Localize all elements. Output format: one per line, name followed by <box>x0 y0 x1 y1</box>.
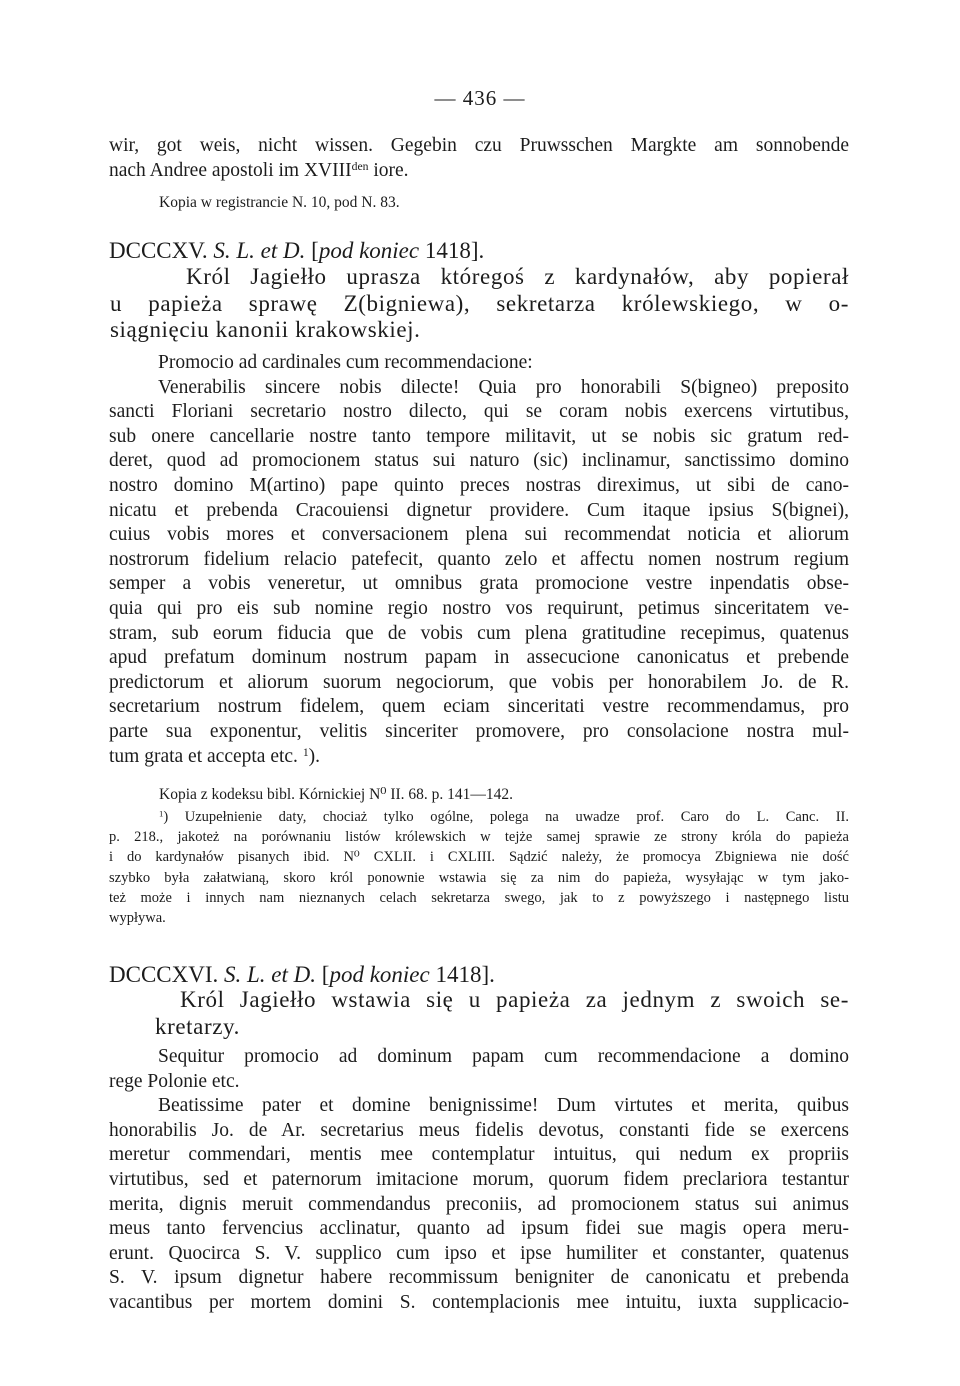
text-line: Beatissime pater et domine benignissime! Dum virtutes et merita, quibus <box>158 1095 849 1117</box>
text-line: apud prefatum dominum nostrum papam in assecucione canonicatus et prebende <box>109 647 849 669</box>
text-line: semper a vobis veneretur, ut omnibus grata promocione vestre inpendatis obse- <box>109 573 849 595</box>
text-line: parte sua exponentur, velitis sinceriter promovere, pro consolacione nostra mul- <box>109 720 849 742</box>
document-signature: S. L. et D. <box>224 962 317 987</box>
text-line: honorabilis Jo. de Ar. secretarius meus fidelis devotus, constanti fide se exercens <box>109 1119 849 1141</box>
text-line: nostro domino M(artino) pape quinto preces nostras direximus, ut sibi de cano- <box>109 474 849 496</box>
text-line: meus tanto fervencius acclinatur, quanto ad ipsum fidei sue magis opera meru- <box>109 1218 849 1240</box>
text-line: meretur commendari, mentis mee contemplatur intuitus, qui nedum ex propriis <box>109 1144 849 1166</box>
text-line: secretarium nostrum fidelem, quem eciam sinceritati vestre recommendamus, pro <box>109 696 849 718</box>
text-line: tum grata et accepta etc. $^1$). <box>109 745 321 767</box>
page-number: — 436 — <box>434 86 526 110</box>
summary-816 <box>155 987 849 1040</box>
summary-line: Król Jagiełło wstawia się u papieża za jednym z swoich se- <box>180 987 849 1012</box>
summary-line: u papieża sprawę Z(bigniewa), sekretarza królewskiego, w o- <box>110 290 849 316</box>
text-line: vacantibus per mortem domini S. contemplacionis mee intuitu, iuxta supplicacio- <box>109 1291 849 1313</box>
text-line: deret, quod ad promocionem status sui naturo (sic) inclinamur, sanctissimo domino <box>109 450 849 472</box>
footnote-line: p. 218., jakoteż na porównaniu listów królewskich w tejże samej sprawie ze strony króla do papieża <box>109 829 849 846</box>
text-line: nostrorum fidelium relacio patefecit, quanto zelo et affectu nomen nostrum regium <box>109 548 849 570</box>
text-line: stram, sub eorum fiducia que de vobis cum plena gratitudine recepimus, quatenus <box>109 622 849 644</box>
document-heading-816: DCCCXVI. S. L. et D. [pod koniec 1418]. <box>109 962 495 987</box>
text-line: quia qui pro eis sub nomine regio nostro vos requirunt, petimus sinceritatem ve- <box>109 597 849 619</box>
summary-line: kretarzy. <box>155 1013 240 1039</box>
summary-815 <box>110 264 849 344</box>
summary-line: siągnięciu kanonii krakowskiej. <box>110 317 421 342</box>
summary-line: Król Jagiełło uprasza któregoś z kardynałów, aby popierał <box>186 264 849 289</box>
intro-line: Sequitur promocio ad dominum papam cum recommendacione a domino <box>158 1046 849 1067</box>
text-line: predictorum et aliorum suorum negociorum, que vobis per honorabilem Jo. de R. <box>109 671 849 693</box>
footnote-line: też może i innych nam nieznanych celach sekretarza swego, jak to z powyższego i następnego listu <box>109 889 849 906</box>
text-line: cuius vobis mores et conversacionem plena sui recommendat noticia et aliorum <box>109 524 849 546</box>
copy-note: Kopia w registrancie N. 10, pod N. 83. <box>159 194 400 211</box>
document-body-816 <box>109 1045 849 1316</box>
footnote-line: szybko była załatwianą, skoro król ponownie wstawia się za nim do papieża, wysyłając w tym jako- <box>109 869 849 886</box>
footnote-line: wypływa. <box>109 910 166 927</box>
document-body-815 <box>109 351 849 769</box>
intro-line: Promocio ad cardinales cum recommendacione: <box>158 352 533 373</box>
text-line: wir, got weis, nicht wissen. Gegebin czu Pruwsschen Margkte am sonnobende <box>109 135 849 156</box>
text-line: nicatu et prebenda Cracouiensi dignetur providere. Cum itaque ipsius S(bignei), <box>109 499 849 521</box>
text-line: merita, dignis meruit commendandus preconiis, ad promocionem status sui animus <box>109 1193 849 1215</box>
document-heading-815: DCCCXV. S. L. et D. [pod koniec 1418]. <box>109 238 485 263</box>
previous-document-ending <box>109 134 849 183</box>
text-line: sub onere cancellarie nostre tanto tempore militavit, ut se nobis sic gratum red- <box>109 425 849 447</box>
document-number: DCCCXV. <box>109 238 208 263</box>
text-line: virtutibus, sed et paternorum imitacione morum, quorum fidem preclariora testantur <box>109 1168 849 1190</box>
footnote-815 <box>109 807 849 928</box>
text-line: S. V. ipsum dignetur habere recommissum benigniter de canonicatu et prebenda <box>109 1267 849 1289</box>
document-signature: S. L. et D. <box>213 238 306 263</box>
source-note-815: Kopia z kodeksu bibl. Kórnickiej N⁰ II. 68. p. 141—142. <box>159 786 514 803</box>
intro-line: rege Polonie etc. <box>109 1070 240 1092</box>
text-line: sancti Floriani secretario nostro dilecto, qui se coram nobis exercens virtutibus, <box>109 401 849 423</box>
footnote-line: $^1$) Uzupełnienie daty, chociaż tylko ogólne, polega na uwadze prof. Caro do L. Canc. II. <box>159 808 849 825</box>
footnote-line: i do kardynałów pisanych ibid. N⁰ CXLII. i CXLIII. Sądzić należy, że promocya Zbigniewa nie dość <box>109 849 849 866</box>
text-line: erunt. Quocirca S. V. supplico cum ipso et ipse humiliter et constanter, quatenus <box>109 1242 849 1264</box>
text-line: nach Andree apostoli im $XVIII^{den}$ iore. <box>109 159 409 181</box>
text-line: Venerabilis sincere nobis dilecte! Quia pro honorabili S(bigneo) preposito <box>158 376 849 398</box>
document-number: DCCCXVI. <box>109 962 219 987</box>
